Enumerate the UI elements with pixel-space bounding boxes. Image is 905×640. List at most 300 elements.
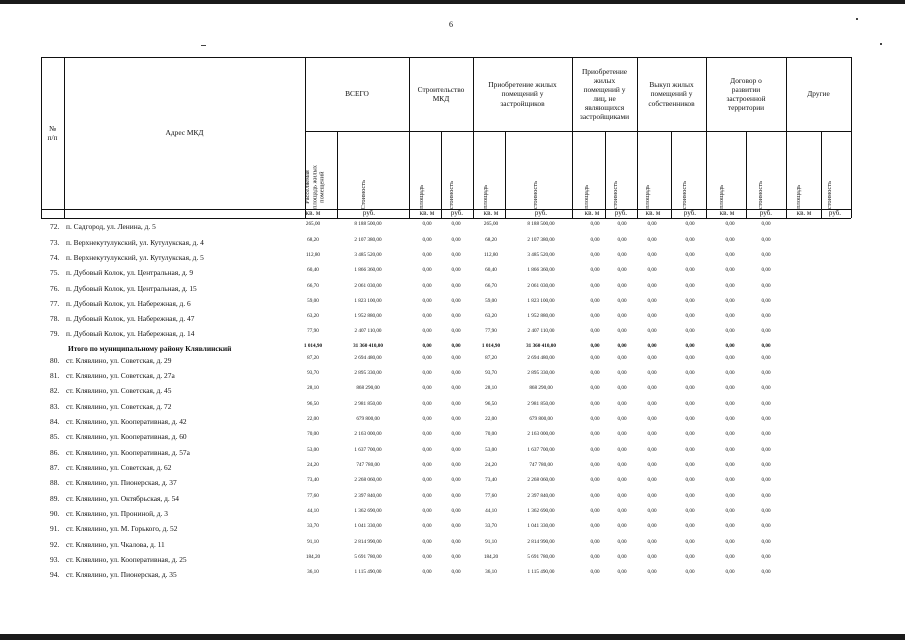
row-value: 0,00: [422, 298, 432, 304]
row-value: 0,00: [647, 267, 657, 273]
row-value: 0,00: [617, 447, 627, 453]
row-value: 2 107 380,00: [527, 237, 555, 243]
row-value: 0,00: [685, 385, 695, 391]
header-border: [337, 131, 338, 218]
unit-label: кв. м: [483, 209, 499, 217]
num-column-label: № п/п: [47, 123, 58, 142]
row-value: 0,00: [647, 298, 657, 304]
row-value: 1 866 360,00: [527, 267, 555, 273]
row-value: 1 866 360,00: [354, 267, 382, 273]
row-number: 82.: [50, 386, 60, 395]
row-value: 0,00: [617, 343, 627, 349]
row-value: 0,00: [422, 328, 432, 334]
row-value: 0,00: [617, 298, 627, 304]
unit-label: кв. м: [796, 209, 812, 217]
row-value: 70,00: [307, 431, 319, 437]
row-number: 92.: [50, 540, 60, 549]
row-address: ст. Клявлино, ул. Советская, д. 45: [66, 386, 172, 395]
row-value: 0,00: [590, 539, 600, 545]
row-value: 2 061 030,00: [527, 283, 555, 289]
row-value: 93,70: [485, 370, 497, 376]
row-address: ст. Клявлино, ул. Октябрьская, д. 54: [66, 494, 179, 503]
row-value: 73,40: [307, 477, 319, 483]
row-value: 73,40: [485, 477, 497, 483]
row-value: 3 485 520,00: [354, 252, 382, 258]
subheader-label: Стоимость: [360, 179, 367, 209]
row-value: 0,00: [590, 355, 600, 361]
row-value: 0,00: [590, 267, 600, 273]
row-value: 0,00: [725, 539, 735, 545]
row-value: 0,00: [647, 401, 657, 407]
row-value: 0,00: [685, 508, 695, 514]
row-address: ст. Клявлино, ул. Кооперативная, д. 57а: [66, 448, 190, 457]
row-value: 0,00: [761, 237, 771, 243]
row-value: 0,00: [590, 343, 600, 349]
table-row: [41, 353, 851, 368]
row-value: 2 694 480,00: [527, 355, 555, 361]
row-value: 0,00: [451, 385, 461, 391]
row-value: 0,00: [451, 508, 461, 514]
row-value: 0,00: [647, 237, 657, 243]
row-value: 0,00: [725, 523, 735, 529]
unit-label: руб.: [683, 209, 697, 217]
row-value: 0,00: [617, 431, 627, 437]
unit-label: кв. м: [719, 209, 735, 217]
row-value: 0,00: [685, 267, 695, 273]
row-value: 2 397 840,00: [354, 493, 382, 499]
row-value: 0,00: [617, 355, 627, 361]
row-value: 0,00: [451, 523, 461, 529]
row-value: 0,00: [617, 401, 627, 407]
row-value: 0,00: [761, 328, 771, 334]
row-value: 679 800,00: [356, 416, 380, 422]
row-value: 0,00: [422, 416, 432, 422]
row-value: 0,00: [451, 447, 461, 453]
row-value: 0,00: [647, 221, 657, 227]
row-value: 868 290,00: [529, 385, 553, 391]
row-number: 77.: [50, 299, 60, 308]
row-value: 0,00: [451, 328, 461, 334]
row-value: 93,70: [307, 370, 319, 376]
row-address: ст. Клявлино, ул. Советская, д. 72: [66, 402, 172, 411]
row-value: 91,10: [307, 539, 319, 545]
row-value: 0,00: [590, 416, 600, 422]
row-value: 0,00: [761, 221, 771, 227]
row-value: 24,20: [307, 462, 319, 468]
row-value: 0,00: [422, 283, 432, 289]
row-value: 0,00: [422, 569, 432, 575]
group-header: Договор о развитии застроенной территории: [726, 75, 766, 113]
row-value: 60,40: [307, 267, 319, 273]
table-row: [41, 399, 851, 414]
table-row: [41, 414, 851, 429]
row-value: 0,00: [422, 252, 432, 258]
row-value: 0,00: [685, 313, 695, 319]
row-number: 75.: [50, 268, 60, 277]
row-value: 0,00: [647, 416, 657, 422]
row-value: 0,00: [725, 298, 735, 304]
header-border: [746, 131, 747, 218]
row-value: 0,00: [685, 221, 695, 227]
row-address: п. Верхнекутулукский, ул. Кутулукская, д. 5: [66, 253, 204, 262]
row-value: 2 163 000,00: [527, 431, 555, 437]
row-value: 1 362 690,00: [354, 508, 382, 514]
row-value: 1 041 330,00: [527, 523, 555, 529]
group-header: Приобретение жилых помещений у застройщиков: [488, 80, 557, 108]
header-border: [305, 131, 851, 132]
row-value: 0,00: [685, 237, 695, 243]
row-number: 81.: [50, 371, 60, 380]
row-value: 0,00: [590, 554, 600, 560]
row-value: 0,00: [647, 462, 657, 468]
row-value: 0,00: [590, 523, 600, 529]
row-value: 2 397 840,00: [527, 493, 555, 499]
row-value: 0,00: [761, 447, 771, 453]
row-value: 0,00: [725, 431, 735, 437]
unit-label: руб.: [759, 209, 773, 217]
row-address: ст. Клявлино, ул. Пионерская, д. 37: [66, 478, 177, 487]
row-value: 1 115 490,00: [354, 569, 382, 575]
row-number: 72.: [50, 222, 60, 231]
table-row: [41, 235, 851, 250]
row-value: 0,00: [725, 252, 735, 258]
row-value: 0,00: [451, 416, 461, 422]
row-value: 5 691 780,00: [527, 554, 555, 560]
row-number: 80.: [50, 356, 60, 365]
table-row: [41, 521, 851, 536]
subheader-label: площадь: [644, 185, 651, 209]
row-value: 0,00: [685, 298, 695, 304]
row-value: 0,00: [617, 370, 627, 376]
row-value: 28,10: [307, 385, 319, 391]
row-value: 0,00: [451, 539, 461, 545]
row-address: ст. Клявлино, ул. Пионерская, д. 35: [66, 570, 177, 579]
row-value: 0,00: [685, 328, 695, 334]
row-value: 8 188 500,00: [354, 221, 382, 227]
subheader-label: стоимость: [532, 180, 539, 209]
row-value: 2 268 060,00: [354, 477, 382, 483]
unit-label: кв. м: [584, 209, 600, 217]
row-value: 1 823 100,00: [354, 298, 382, 304]
row-value: 0,00: [761, 267, 771, 273]
header-border: [505, 131, 506, 218]
row-value: 0,00: [451, 462, 461, 468]
row-value: 2 895 330,00: [354, 370, 382, 376]
row-value: 1 637 700,00: [527, 447, 555, 453]
row-address: п. Верхнекутулукский, ул. Кутулукская, д. 4: [66, 238, 204, 247]
row-value: 0,00: [761, 401, 771, 407]
row-value: 0,00: [590, 328, 600, 334]
row-value: 0,00: [422, 477, 432, 483]
row-value: 0,00: [422, 493, 432, 499]
row-value: 44,10: [485, 508, 497, 514]
row-value: 96,50: [485, 401, 497, 407]
table-header: [41, 57, 851, 218]
row-value: 31 360 410,00: [353, 343, 383, 349]
group-header: Строительство МКД: [417, 84, 465, 103]
row-value: 0,00: [451, 370, 461, 376]
scan-bottom-edge: [0, 634, 905, 640]
row-value: 0,00: [617, 283, 627, 289]
row-value: 0,00: [685, 283, 695, 289]
row-value: 0,00: [422, 401, 432, 407]
row-value: 0,00: [617, 328, 627, 334]
row-value: 0,00: [761, 343, 771, 349]
row-value: 28,10: [485, 385, 497, 391]
row-value: 0,00: [617, 462, 627, 468]
row-value: 1 041 330,00: [354, 523, 382, 529]
unit-label: руб.: [534, 209, 548, 217]
scan-speck: [856, 18, 858, 20]
row-value: 184,20: [305, 554, 321, 560]
row-value: 0,00: [647, 523, 657, 529]
row-address: п. Дубовый Колок, ул. Набережная, д. 6: [66, 299, 191, 308]
row-value: 77,60: [485, 493, 497, 499]
row-number: 78.: [50, 314, 60, 323]
row-number: 94.: [50, 570, 60, 579]
row-value: 0,00: [590, 401, 600, 407]
row-value: 2 981 850,00: [527, 401, 555, 407]
table-row: [41, 383, 851, 398]
row-value: 87,20: [307, 355, 319, 361]
row-value: 0,00: [725, 569, 735, 575]
row-value: 53,00: [307, 447, 319, 453]
table-row: [41, 219, 851, 234]
row-value: 0,00: [451, 569, 461, 575]
row-value: 0,00: [647, 385, 657, 391]
unit-label: руб.: [450, 209, 464, 217]
row-value: 63,20: [307, 313, 319, 319]
row-value: 8 188 500,00: [527, 221, 555, 227]
row-value: 0,00: [590, 313, 600, 319]
table-row: [41, 491, 851, 506]
row-value: 0,00: [725, 283, 735, 289]
row-value: 0,00: [725, 267, 735, 273]
row-value: 0,00: [761, 508, 771, 514]
row-value: 0,00: [685, 370, 695, 376]
row-value: 0,00: [617, 508, 627, 514]
row-value: 0,00: [647, 539, 657, 545]
row-value: 112,80: [305, 252, 321, 258]
row-value: 2 268 060,00: [527, 477, 555, 483]
table-row: [41, 460, 851, 475]
row-value: 0,00: [590, 283, 600, 289]
group-header: Приобретение жилых помещений у лиц, не являющихся застройщиками: [579, 66, 630, 122]
subheader-label: площадь: [583, 185, 590, 209]
row-value: 33,70: [307, 523, 319, 529]
row-value: 1 952 880,00: [527, 313, 555, 319]
row-value: 66,70: [485, 283, 497, 289]
row-value: 0,00: [761, 462, 771, 468]
row-number: 88.: [50, 478, 60, 487]
row-value: 0,00: [590, 508, 600, 514]
row-value: 2 061 030,00: [354, 283, 382, 289]
subheader-label: Расселяемая площадь жилых помещений: [304, 165, 326, 209]
row-value: 0,00: [647, 431, 657, 437]
row-value: 0,00: [422, 462, 432, 468]
row-value: 2 407 110,00: [527, 328, 555, 334]
row-value: 0,00: [617, 539, 627, 545]
row-value: 0,00: [685, 401, 695, 407]
row-value: 0,00: [590, 447, 600, 453]
row-number: 83.: [50, 402, 60, 411]
row-number: 73.: [50, 238, 60, 247]
row-address: п. Дубовый Колок, ул. Центральная, д. 15: [66, 284, 197, 293]
row-value: 0,00: [761, 416, 771, 422]
row-address: ст. Клявлино, ул. Советская, д. 29: [66, 356, 172, 365]
row-address: ст. Клявлино, ул. Советская, д. 27а: [66, 371, 175, 380]
subheader-label: площадь: [482, 185, 489, 209]
row-value: 1 362 690,00: [527, 508, 555, 514]
unit-label: кв. м: [645, 209, 661, 217]
table-row: [41, 552, 851, 567]
row-value: 265,00: [483, 221, 499, 227]
row-value: 0,00: [685, 539, 695, 545]
unit-label: руб.: [362, 209, 376, 217]
row-value: 0,00: [422, 508, 432, 514]
row-value: 0,00: [761, 252, 771, 258]
row-number: 93.: [50, 555, 60, 564]
row-value: 77,90: [307, 328, 319, 334]
row-value: 59,00: [307, 298, 319, 304]
table-row: [41, 445, 851, 460]
row-value: 22,00: [485, 416, 497, 422]
row-value: 747 780,00: [356, 462, 380, 468]
row-number: 79.: [50, 329, 60, 338]
row-value: 0,00: [590, 237, 600, 243]
scan-speck: [880, 43, 882, 45]
row-value: 0,00: [725, 385, 735, 391]
row-value: 3 485 520,00: [527, 252, 555, 258]
row-value: 44,10: [307, 508, 319, 514]
row-value: 68,20: [485, 237, 497, 243]
row-value: 0,00: [422, 267, 432, 273]
row-number: 90.: [50, 509, 60, 518]
table-row: [41, 311, 851, 326]
table-row: [41, 537, 851, 552]
row-value: 2 895 330,00: [527, 370, 555, 376]
table-row: [41, 281, 851, 296]
row-number: 86.: [50, 448, 60, 457]
unit-label: руб.: [614, 209, 628, 217]
row-value: 0,00: [647, 252, 657, 258]
row-value: 0,00: [761, 355, 771, 361]
row-value: 0,00: [451, 267, 461, 273]
row-value: 0,00: [761, 493, 771, 499]
row-value: 184,20: [483, 554, 499, 560]
row-value: 0,00: [590, 493, 600, 499]
row-value: 0,00: [617, 221, 627, 227]
table-row: [41, 326, 851, 341]
row-value: 0,00: [422, 447, 432, 453]
row-value: 1 952 880,00: [354, 313, 382, 319]
row-value: 0,00: [590, 569, 600, 575]
row-address: ст. Клявлино, ул. М. Горького, д. 52: [66, 524, 178, 533]
row-value: 2 694 480,00: [354, 355, 382, 361]
group-header: ВСЕГО: [345, 89, 369, 99]
row-value: 22,00: [307, 416, 319, 422]
row-value: 91,10: [485, 539, 497, 545]
table-row: [41, 296, 851, 311]
row-value: 868 290,00: [356, 385, 380, 391]
row-value: 0,00: [451, 343, 461, 349]
row-value: 0,00: [685, 569, 695, 575]
row-value: 0,00: [725, 221, 735, 227]
row-value: 77,60: [307, 493, 319, 499]
row-value: 0,00: [761, 283, 771, 289]
row-value: 0,00: [685, 343, 695, 349]
row-value: 0,00: [451, 554, 461, 560]
row-value: 0,00: [617, 416, 627, 422]
row-address: ст. Клявлино, ул. Кооперативная, д. 25: [66, 555, 187, 564]
row-address: п. Садгород, ул. Ленина, д. 5: [66, 222, 156, 231]
row-address: ст. Клявлино, ул. Советская, д. 62: [66, 463, 172, 472]
row-address: ст. Клявлино, ул. Чкалова, д. 11: [66, 540, 165, 549]
row-value: 24,20: [485, 462, 497, 468]
row-value: 0,00: [761, 313, 771, 319]
row-value: 0,00: [647, 493, 657, 499]
header-border: [441, 131, 442, 218]
row-value: 0,00: [422, 385, 432, 391]
row-value: 0,00: [590, 252, 600, 258]
row-value: 1 014,90: [481, 343, 501, 349]
row-value: 0,00: [725, 477, 735, 483]
row-value: 0,00: [422, 237, 432, 243]
row-value: 0,00: [451, 237, 461, 243]
row-value: 0,00: [685, 554, 695, 560]
row-value: 2 107 380,00: [354, 237, 382, 243]
subheader-label: стоимость: [757, 180, 764, 209]
row-value: 0,00: [617, 385, 627, 391]
row-value: 0,00: [685, 252, 695, 258]
row-address: ст. Клявлино, ул. Кооперативная, д. 42: [66, 417, 187, 426]
table-row: [41, 567, 851, 582]
row-value: 0,00: [761, 431, 771, 437]
row-address: п. Дубовый Колок, ул. Центральная, д. 9: [66, 268, 194, 277]
row-number: 74.: [50, 253, 60, 262]
row-value: 0,00: [451, 221, 461, 227]
table-row: [41, 429, 851, 444]
table-row: [41, 250, 851, 265]
row-value: 0,00: [451, 431, 461, 437]
row-value: 0,00: [725, 355, 735, 361]
row-value: 265,00: [305, 221, 321, 227]
row-value: 59,00: [485, 298, 497, 304]
row-address: ст. Клявлино, ул. Кооперативная, д. 60: [66, 432, 187, 441]
row-address: Итого по муниципальному району Клявлинский: [68, 344, 232, 353]
row-number: 91.: [50, 524, 60, 533]
row-value: 0,00: [725, 447, 735, 453]
row-value: 0,00: [451, 313, 461, 319]
table-row: [41, 506, 851, 521]
row-value: 0,00: [617, 267, 627, 273]
row-value: 0,00: [725, 313, 735, 319]
row-value: 0,00: [725, 462, 735, 468]
row-value: 0,00: [590, 385, 600, 391]
row-value: 0,00: [725, 401, 735, 407]
row-value: 0,00: [761, 385, 771, 391]
row-value: 0,00: [647, 313, 657, 319]
row-value: 0,00: [451, 298, 461, 304]
row-value: 0,00: [617, 569, 627, 575]
table-row: [41, 475, 851, 490]
row-value: 0,00: [617, 252, 627, 258]
row-value: 0,00: [590, 477, 600, 483]
row-value: 0,00: [685, 493, 695, 499]
row-value: 0,00: [647, 370, 657, 376]
row-value: 0,00: [725, 370, 735, 376]
row-value: 63,20: [485, 313, 497, 319]
